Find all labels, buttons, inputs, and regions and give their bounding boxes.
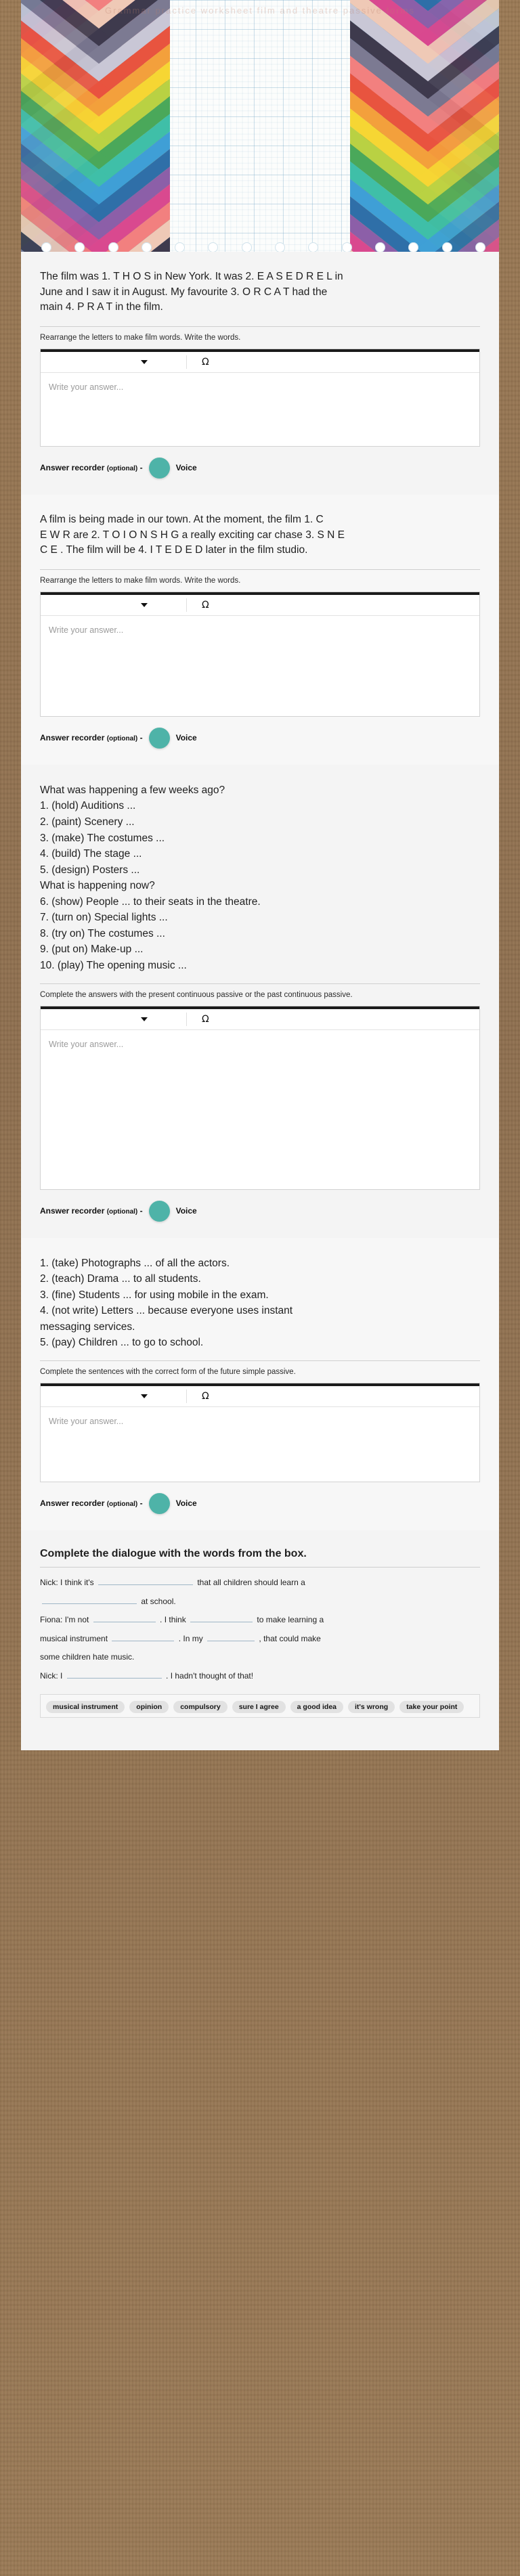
exercise-4-instruction: Complete the sentences with the correct form of the future simple passive.: [40, 1360, 480, 1377]
exercise-1-recorder: [40, 458, 480, 489]
chevron-down-icon[interactable]: [141, 1394, 148, 1398]
header-watermark-text: Grammar practice worksheet film and theatre passive forms: [105, 5, 415, 16]
prompt-line: 9. (put on) Make-up ...: [40, 943, 144, 956]
exercise-3-recorder: [40, 1201, 480, 1233]
exercise-1-answer-input[interactable]: Write your answer...: [49, 382, 124, 392]
prompt-line: 10. (play) The opening music ...: [40, 959, 187, 971]
voice-record-button[interactable]: [149, 1201, 170, 1222]
dialogue-speaker: Nick:: [40, 1577, 58, 1587]
exercise-1-prompt: [40, 269, 480, 315]
dialogue-text: . I hadn't thought of that!: [166, 1670, 254, 1681]
editor-toolbar[interactable]: [41, 592, 479, 616]
exercise-2: [21, 495, 499, 765]
word-chip[interactable]: it's wrong: [348, 1701, 395, 1713]
punch-hole: [242, 242, 252, 252]
recorder-label: Answer recorder (optional) -: [40, 1206, 143, 1216]
prompt-line: What is happening now?: [40, 880, 155, 892]
dialogue-line: [40, 1574, 480, 1593]
word-chip[interactable]: opinion: [129, 1701, 169, 1713]
prompt-line: C E . The film will be 4. I T E D E D later in the film studio.: [40, 544, 308, 556]
prompt-line: 2. (paint) Scenery ...: [40, 816, 135, 828]
dialogue-text: . I think: [160, 1615, 186, 1625]
dialogue-text: I'm not: [64, 1615, 89, 1625]
editor-toolbar[interactable]: [41, 1383, 479, 1407]
exercise-4-editor: [40, 1383, 480, 1482]
dialogue-text: musical instrument: [40, 1633, 108, 1643]
prompt-line: June and I saw it in August. My favourite 3. O R C A T had the: [40, 286, 328, 298]
dialogue-speaker: Fiona:: [40, 1615, 63, 1625]
dialogue-body: [40, 1574, 480, 1686]
punch-hole: [142, 242, 152, 252]
exercise-3-prompt: [40, 782, 480, 974]
punch-hole: [108, 242, 118, 252]
exercise-2-prompt: [40, 512, 480, 558]
prompt-line: What was happening a few weeks ago?: [40, 784, 225, 796]
omega-special-character-icon[interactable]: Ω: [202, 1013, 209, 1025]
word-box: [40, 1694, 480, 1718]
toolbar-divider: [186, 598, 187, 612]
exercise-3-instruction: Complete the answers with the present continuous passive or the past continuous passive.: [40, 983, 480, 1000]
punch-hole: [175, 242, 185, 252]
voice-label: Voice: [175, 733, 197, 743]
prompt-line: 8. (try on) The costumes ...: [40, 927, 165, 939]
decorative-header: [21, 0, 499, 252]
voice-record-button[interactable]: [149, 458, 170, 479]
exercise-1-instruction: Rearrange the letters to make film words. Write the words.: [40, 326, 480, 343]
dialogue-line: [40, 1630, 480, 1649]
omega-special-character-icon[interactable]: Ω: [202, 1390, 209, 1402]
dialogue-line: [40, 1648, 480, 1667]
prompt-line: 1. (take) Photographs ... of all the actors.: [40, 1257, 230, 1269]
prompt-line: 7. (turn on) Special lights ...: [40, 912, 168, 924]
punch-hole: [342, 242, 352, 252]
prompt-line: 6. (show) People ... to their seats in the theatre.: [40, 895, 261, 908]
punch-hole: [408, 242, 418, 252]
prompt-line: The film was 1. T H O S in New York. It was 2. E A S E D R E L in: [40, 271, 343, 282]
chevron-pattern-left: [21, 0, 170, 252]
chevron-pattern-right: [350, 0, 499, 252]
chevron-down-icon[interactable]: [141, 360, 148, 364]
chevron-down-icon[interactable]: [141, 603, 148, 607]
punch-hole: [375, 242, 385, 252]
dialogue-text: at school.: [141, 1596, 176, 1606]
prompt-line: 4. (build) The stage ...: [40, 848, 142, 860]
exercise-1: [21, 252, 499, 495]
punch-hole: [74, 242, 85, 252]
dialogue-exercise: [21, 1530, 499, 1733]
prompt-line: 5. (design) Posters ...: [40, 864, 140, 876]
word-chip[interactable]: take your point: [399, 1701, 464, 1713]
dialogue-line: [40, 1667, 480, 1686]
voice-record-button[interactable]: [149, 1493, 170, 1514]
dialogue-speaker: Nick:: [40, 1670, 58, 1681]
prompt-line: messaging services.: [40, 1320, 135, 1333]
punch-hole: [41, 242, 51, 252]
prompt-line: A film is being made in our town. At the moment, the film 1. C: [40, 513, 324, 525]
dialogue-blank-7[interactable]: [67, 1678, 162, 1679]
word-chip[interactable]: a good idea: [290, 1701, 343, 1713]
prompt-line: main 4. P R A T in the film.: [40, 301, 163, 313]
exercise-3-answer-input[interactable]: Write your answer...: [49, 1039, 124, 1049]
prompt-line: 4. (not write) Letters ... because everyone uses instant: [40, 1305, 293, 1317]
dialogue-blank-2[interactable]: [42, 1603, 137, 1604]
punch-hole: [208, 242, 218, 252]
worksheet-sheet: [21, 0, 499, 1750]
dialogue-text: to make learning a: [257, 1615, 324, 1625]
dialogue-title: Complete the dialogue with the words from the box.: [40, 1548, 480, 1568]
prompt-line: 2. (teach) Drama ... to all students.: [40, 1273, 201, 1285]
exercise-2-answer-input[interactable]: Write your answer...: [49, 625, 124, 635]
voice-label: Voice: [175, 463, 197, 473]
dialogue-text: . In my: [178, 1633, 203, 1643]
toolbar-divider: [186, 355, 187, 369]
voice-label: Voice: [175, 1498, 197, 1509]
recorder-label: Answer recorder (optional) -: [40, 1498, 143, 1509]
dialogue-text: , that could make: [259, 1633, 321, 1643]
omega-special-character-icon[interactable]: Ω: [202, 599, 209, 610]
prompt-line: 5. (pay) Children ... to go to school.: [40, 1337, 204, 1349]
exercise-4: [21, 1238, 499, 1530]
exercise-2-editor: [40, 592, 480, 717]
word-chip[interactable]: sure I agree: [232, 1701, 286, 1713]
sheet-footer-space: [21, 1733, 499, 1750]
exercise-3-editor: [40, 1006, 480, 1190]
punch-hole-row: [41, 242, 485, 252]
word-chip[interactable]: musical instrument: [46, 1701, 125, 1713]
dialogue-line: [40, 1593, 480, 1612]
exercise-2-recorder: [40, 728, 480, 759]
punch-hole: [308, 242, 318, 252]
dialogue-text: I think it's: [60, 1577, 94, 1587]
voice-label: Voice: [175, 1206, 197, 1216]
dialogue-text: I: [60, 1670, 63, 1681]
exercise-4-prompt: [40, 1256, 480, 1351]
editor-toolbar[interactable]: [41, 1006, 479, 1030]
prompt-line: 3. (fine) Students ... for using mobile in the exam.: [40, 1289, 269, 1301]
punch-hole: [442, 242, 452, 252]
prompt-line: 3. (make) The costumes ...: [40, 832, 165, 844]
exercise-3: [21, 765, 499, 1238]
word-chip[interactable]: compulsory: [173, 1701, 228, 1713]
prompt-line: 1. (hold) Auditions ...: [40, 800, 136, 812]
prompt-line: E W R are 2. T O I O N S H G a really exciting car chase 3. S N E: [40, 529, 345, 541]
exercise-2-instruction: Rearrange the letters to make film words. Write the words.: [40, 569, 480, 586]
toolbar-divider: [186, 1390, 187, 1403]
dialogue-text: that all children should learn a: [197, 1577, 305, 1587]
recorder-label: Answer recorder (optional) -: [40, 463, 143, 473]
dialogue-text: some children hate music.: [40, 1652, 135, 1662]
exercise-4-answer-input[interactable]: Write your answer...: [49, 1416, 124, 1426]
exercise-1-editor: [40, 349, 480, 447]
exercise-4-recorder: [40, 1493, 480, 1525]
editor-toolbar[interactable]: [41, 349, 479, 373]
punch-hole: [475, 242, 485, 252]
dialogue-blank-1[interactable]: [98, 1584, 193, 1585]
voice-record-button[interactable]: [149, 728, 170, 749]
chevron-down-icon[interactable]: [141, 1017, 148, 1021]
toolbar-divider: [186, 1013, 187, 1026]
punch-hole: [275, 242, 285, 252]
omega-special-character-icon[interactable]: Ω: [202, 356, 209, 368]
recorder-label: Answer recorder (optional) -: [40, 733, 143, 743]
dialogue-line: [40, 1611, 480, 1630]
